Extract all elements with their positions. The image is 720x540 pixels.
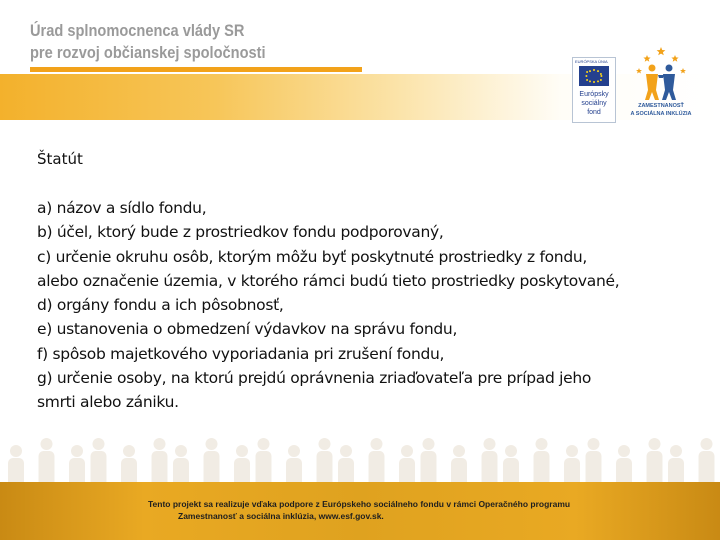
esf-logo-top-text: EURÓPSKA ÚNIA [575, 59, 608, 64]
zamestnanost-logo-line-1: ZAMESTNANOSŤ [638, 103, 684, 109]
statute-line: b) účel, ktorý bude z prostriedkov fondu podporovaný, [37, 223, 444, 242]
eu-flag-icon [579, 66, 609, 86]
zamestnanost-logo-line-2: A SOCIÁLNA INKLÚZIA [630, 111, 692, 117]
zamestnanost-logo [628, 46, 694, 122]
footer-line-2: Zamestnanosť a sociálna inklúzia, www.esf.gov.sk. [178, 511, 384, 521]
footer-text [148, 498, 588, 522]
statute-line: f) spôsob majetkového vyporiadania pri zrušení fondu, [37, 344, 445, 363]
statute-line: g) určenie osoby, na ktorú prejdú oprávnenia zriaďovateľa pre prípad jeho [37, 369, 592, 388]
esf-logo [572, 57, 616, 123]
statute-line: smrti alebo zániku. [37, 393, 179, 412]
people-stars-icon [628, 46, 694, 102]
esf-logo-line-2: sociálny [581, 100, 607, 107]
esf-logo-text [576, 90, 612, 117]
header-title [30, 20, 266, 64]
people-silhouettes-background [0, 425, 720, 485]
statute-line: c) určenie okruhu osôb, ktorým môžu byť poskytnuté prostriedky z fondu, [37, 247, 588, 266]
page-heading: Štatút [37, 150, 83, 168]
statute-line: d) orgány fondu a ich pôsobnosť, [37, 296, 284, 315]
statute-line: e) ustanovenia o obmedzení výdavkov na správu fondu, [37, 320, 458, 339]
header-title-line-1: Úrad splnomocnenca vlády SR [30, 21, 245, 40]
zamestnanost-logo-caption [628, 102, 694, 118]
footer-line-1: Tento projekt sa realizuje vďaka podpore z Európskeho sociálneho fondu v rámci Operačného programu [148, 499, 571, 509]
header-title-line-2: pre rozvoj občianskej spoločnosti [30, 43, 266, 62]
esf-logo-line-3: fond [587, 109, 601, 116]
esf-logo-line-1: Európsky [579, 91, 609, 98]
header-orange-rule [30, 67, 362, 72]
statute-line: alebo označenie územia, v ktorého rámci budú tieto prostriedky poskytované, [37, 271, 620, 290]
statute-list [37, 196, 687, 415]
statute-line: a) názov a sídlo fondu, [37, 199, 207, 217]
